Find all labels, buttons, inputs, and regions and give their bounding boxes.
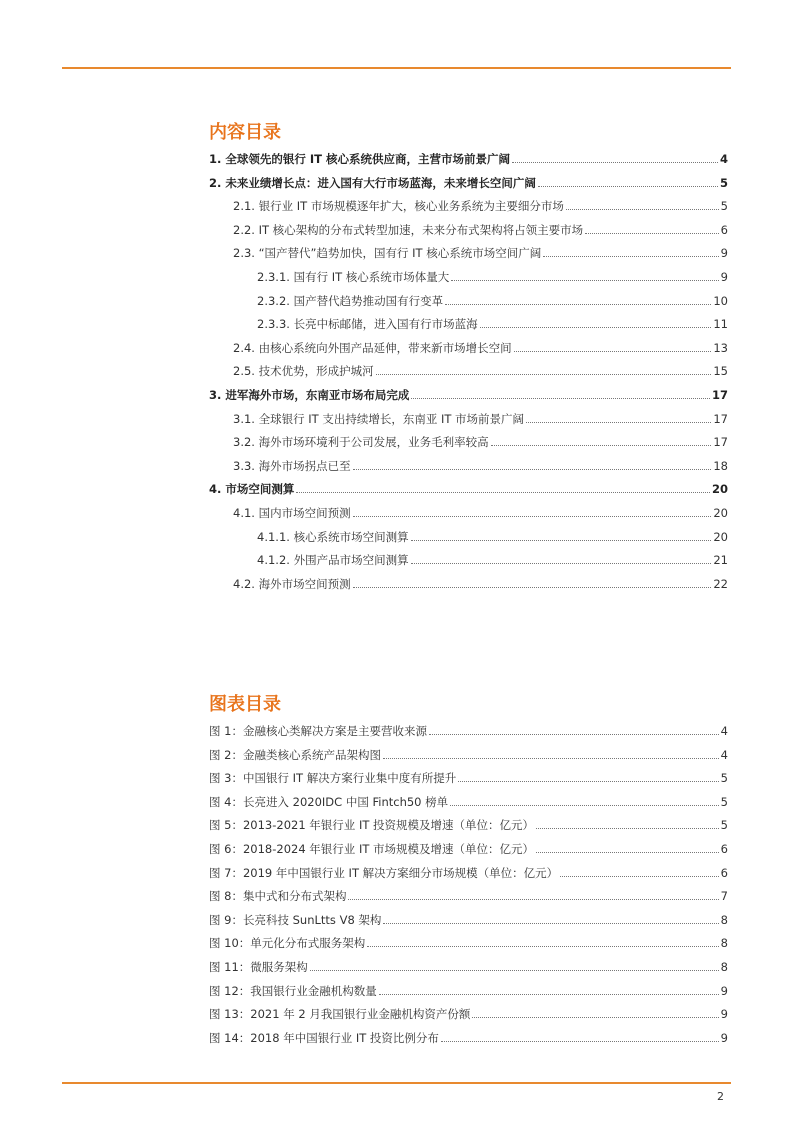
figure-entry-page: 6 bbox=[720, 842, 728, 856]
toc-entry-label: 4.1.2. 外围产品市场空间测算 bbox=[257, 553, 409, 568]
toc-entry-label: 2.3.1. 国有行 IT 核心系统市场体量大 bbox=[257, 270, 450, 284]
toc-entry-page: 22 bbox=[713, 576, 728, 591]
dot-leader bbox=[353, 587, 712, 588]
figure-list-title: 图表目录 bbox=[209, 694, 281, 715]
toc-entry-page: 10 bbox=[713, 293, 728, 308]
dot-leader bbox=[450, 805, 719, 806]
toc-entry-label: 2.4. 由核心系统向外围产品延伸，带来新市场增长空间 bbox=[233, 340, 512, 355]
toc-entry[interactable] bbox=[206, 364, 728, 378]
toc-entry-page: 20 bbox=[713, 529, 728, 544]
figure-entry-page: 5 bbox=[720, 794, 728, 809]
dot-leader bbox=[353, 469, 712, 470]
figure-entry-page: 9 bbox=[720, 1007, 728, 1022]
dot-leader bbox=[379, 994, 719, 995]
toc-entry-page: 17 bbox=[711, 388, 728, 402]
figure-entry-page: 9 bbox=[720, 1030, 728, 1045]
toc-entry[interactable] bbox=[206, 506, 728, 520]
figure-entry-label: 图 12：我国银行业金融机构数量 bbox=[209, 983, 377, 998]
toc-entry-label: 2.3.3. 长亮中标邮储，进入国有行市场蓝海 bbox=[257, 317, 478, 332]
toc-entry-label: 2.2. IT 核心架构的分布式转型加速，未来分布式架构将占领主要市场 bbox=[233, 222, 584, 237]
toc-entry[interactable] bbox=[206, 246, 728, 260]
figure-entry-label: 图 14：2018 年中国银行业 IT 投资比例分布 bbox=[209, 1030, 439, 1045]
dot-leader bbox=[296, 492, 710, 493]
header-rule bbox=[62, 67, 731, 69]
figure-entry[interactable] bbox=[206, 795, 728, 809]
figure-entry[interactable] bbox=[206, 936, 728, 950]
figure-list bbox=[206, 724, 728, 1054]
toc-entry[interactable] bbox=[206, 388, 728, 402]
dot-leader bbox=[376, 374, 712, 375]
toc-list bbox=[206, 152, 728, 600]
dot-leader bbox=[348, 899, 718, 900]
figure-entry[interactable] bbox=[206, 818, 728, 832]
figure-entry[interactable] bbox=[206, 889, 728, 903]
toc-entry[interactable] bbox=[206, 577, 728, 591]
toc-entry[interactable] bbox=[206, 152, 728, 166]
dot-leader bbox=[429, 734, 719, 735]
figure-entry[interactable] bbox=[206, 913, 728, 927]
figure-entry[interactable] bbox=[206, 984, 728, 998]
dot-leader bbox=[560, 876, 719, 877]
toc-entry[interactable] bbox=[206, 482, 728, 496]
toc-entry-label: 4.1.1. 核心系统市场空间测算 bbox=[257, 529, 409, 544]
toc-entry-label: 3.1. 全球银行 IT 支出持续增长，东南亚 IT 市场前景广阔 bbox=[233, 411, 525, 426]
figure-entry-page: 7 bbox=[720, 889, 728, 904]
dot-leader bbox=[566, 209, 719, 210]
figure-entry-label: 图 3：中国银行 IT 解决方案行业集中度有所提升 bbox=[209, 771, 457, 786]
toc-entry-label: 4.2. 海外市场空间预测 bbox=[233, 576, 351, 591]
toc-entry[interactable] bbox=[206, 341, 728, 355]
toc-entry[interactable] bbox=[206, 412, 728, 426]
toc-entry-page: 13 bbox=[713, 340, 728, 355]
figure-entry[interactable] bbox=[206, 748, 728, 762]
dot-leader bbox=[536, 852, 719, 853]
toc-entry-label: 3.3. 海外市场拐点已至 bbox=[233, 458, 351, 473]
figure-entry[interactable] bbox=[206, 866, 728, 880]
figure-entry[interactable] bbox=[206, 1007, 728, 1021]
toc-entry[interactable] bbox=[206, 317, 728, 331]
toc-entry-page: 9 bbox=[720, 270, 728, 284]
dot-leader bbox=[383, 758, 719, 759]
toc-entry-page: 18 bbox=[713, 458, 728, 473]
footer-rule bbox=[62, 1082, 731, 1084]
toc-entry-page: 11 bbox=[713, 317, 728, 332]
dot-leader bbox=[411, 563, 712, 564]
figure-entry-page: 5 bbox=[720, 818, 728, 833]
figure-entry-label: 图 13：2021 年 2 月我国银行业金融机构资产份额 bbox=[209, 1007, 471, 1022]
figure-entry[interactable] bbox=[206, 842, 728, 856]
toc-entry-label: 2. 未来业绩增长点：进入国有大行市场蓝海，未来增长空间广阔 bbox=[209, 175, 536, 190]
toc-entry-page: 6 bbox=[720, 222, 728, 237]
figure-entry-page: 8 bbox=[720, 912, 728, 927]
dot-leader bbox=[353, 516, 712, 517]
dot-leader bbox=[445, 304, 711, 305]
toc-entry-page: 4 bbox=[719, 152, 728, 166]
dot-leader bbox=[480, 327, 712, 328]
figure-entry-label: 图 5：2013-2021 年银行业 IT 投资规模及增速（单位：亿元） bbox=[209, 818, 535, 833]
figure-entry[interactable] bbox=[206, 771, 728, 785]
figure-entry-label: 图 1：金融核心类解决方案是主要营收来源 bbox=[209, 724, 427, 738]
figure-entry-label: 图 7：2019 年中国银行业 IT 解决方案细分市场规模（单位：亿元） bbox=[209, 865, 559, 880]
figure-entry[interactable] bbox=[206, 960, 728, 974]
figure-entry-page: 5 bbox=[720, 771, 728, 786]
figure-entry-label: 图 11：微服务架构 bbox=[209, 960, 308, 974]
toc-entry[interactable] bbox=[206, 223, 728, 237]
dot-leader bbox=[411, 398, 710, 399]
toc-entry-label: 2.3. “国产替代”趋势加快，国有行 IT 核心系统市场空间广阔 bbox=[233, 246, 542, 261]
toc-entry[interactable] bbox=[206, 435, 728, 449]
toc-entry-page: 20 bbox=[711, 482, 728, 497]
toc-entry[interactable] bbox=[206, 270, 728, 284]
dot-leader bbox=[491, 445, 712, 446]
dot-leader bbox=[512, 162, 718, 163]
figure-entry[interactable] bbox=[206, 724, 728, 738]
dot-leader bbox=[538, 186, 718, 187]
toc-entry[interactable] bbox=[206, 530, 728, 544]
toc-entry-page: 5 bbox=[719, 175, 728, 190]
dot-leader bbox=[585, 233, 719, 234]
figure-entry-label: 图 4：长亮进入 2020IDC 中国 Fintch50 榜单 bbox=[209, 794, 449, 809]
dot-leader bbox=[441, 1041, 719, 1042]
toc-entry[interactable] bbox=[206, 294, 728, 308]
figure-entry-label: 图 10：单元化分布式服务架构 bbox=[209, 936, 366, 951]
toc-entry[interactable] bbox=[206, 459, 728, 473]
toc-entry-page: 15 bbox=[713, 364, 728, 379]
figure-entry-page: 8 bbox=[720, 936, 728, 951]
dot-leader bbox=[411, 540, 712, 541]
toc-entry[interactable] bbox=[206, 176, 728, 190]
toc-entry-label: 4.1. 国内市场空间预测 bbox=[233, 506, 351, 520]
toc-entry-label: 2.5. 技术优势，形成护城河 bbox=[233, 364, 374, 379]
figure-entry-page: 4 bbox=[720, 747, 728, 762]
toc-entry[interactable] bbox=[206, 199, 728, 213]
toc-title: 内容目录 bbox=[209, 122, 281, 143]
figure-entry-label: 图 8：集中式和分布式架构 bbox=[209, 889, 347, 904]
toc-entry-page: 20 bbox=[713, 506, 728, 520]
dot-leader bbox=[543, 256, 718, 257]
dot-leader bbox=[451, 280, 718, 281]
toc-entry-label: 2.1. 银行业 IT 市场规模逐年扩大，核心业务系统为主要细分市场 bbox=[233, 199, 564, 214]
toc-entry-page: 17 bbox=[713, 411, 728, 426]
figure-entry-page: 4 bbox=[720, 724, 728, 738]
toc-entry-page: 17 bbox=[713, 435, 728, 450]
figure-entry-label: 图 2：金融类核心系统产品架构图 bbox=[209, 747, 381, 762]
toc-entry-page: 9 bbox=[720, 246, 728, 261]
toc-entry-label: 4. 市场空间测算 bbox=[209, 482, 295, 497]
toc-entry[interactable] bbox=[206, 553, 728, 567]
dot-leader bbox=[310, 970, 719, 971]
toc-entry-page: 5 bbox=[720, 199, 728, 214]
toc-entry-label: 2.3.2. 国产替代趋势推动国有行变革 bbox=[257, 293, 444, 308]
dot-leader bbox=[514, 351, 712, 352]
page-number: 2 bbox=[717, 1090, 724, 1103]
dot-leader bbox=[472, 1017, 718, 1018]
figure-entry-page: 6 bbox=[720, 865, 728, 880]
toc-entry-label: 1. 全球领先的银行 IT 核心系统供应商，主营市场前景广阔 bbox=[209, 152, 511, 166]
figure-entry[interactable] bbox=[206, 1031, 728, 1045]
figure-entry-label: 图 9：长亮科技 SunLtts V8 架构 bbox=[209, 912, 382, 927]
figure-entry-label: 图 6：2018-2024 年银行业 IT 市场规模及增速（单位：亿元） bbox=[209, 842, 535, 856]
toc-entry-label: 3.2. 海外市场环境利于公司发展，业务毛利率较高 bbox=[233, 435, 489, 450]
dot-leader bbox=[367, 946, 718, 947]
toc-entry-page: 21 bbox=[713, 553, 728, 568]
dot-leader bbox=[536, 828, 719, 829]
dot-leader bbox=[383, 923, 718, 924]
figure-entry-page: 9 bbox=[720, 983, 728, 998]
figure-entry-page: 8 bbox=[720, 960, 728, 974]
dot-leader bbox=[458, 781, 718, 782]
toc-entry-label: 3. 进军海外市场，东南亚市场布局完成 bbox=[209, 388, 410, 402]
dot-leader bbox=[526, 422, 711, 423]
